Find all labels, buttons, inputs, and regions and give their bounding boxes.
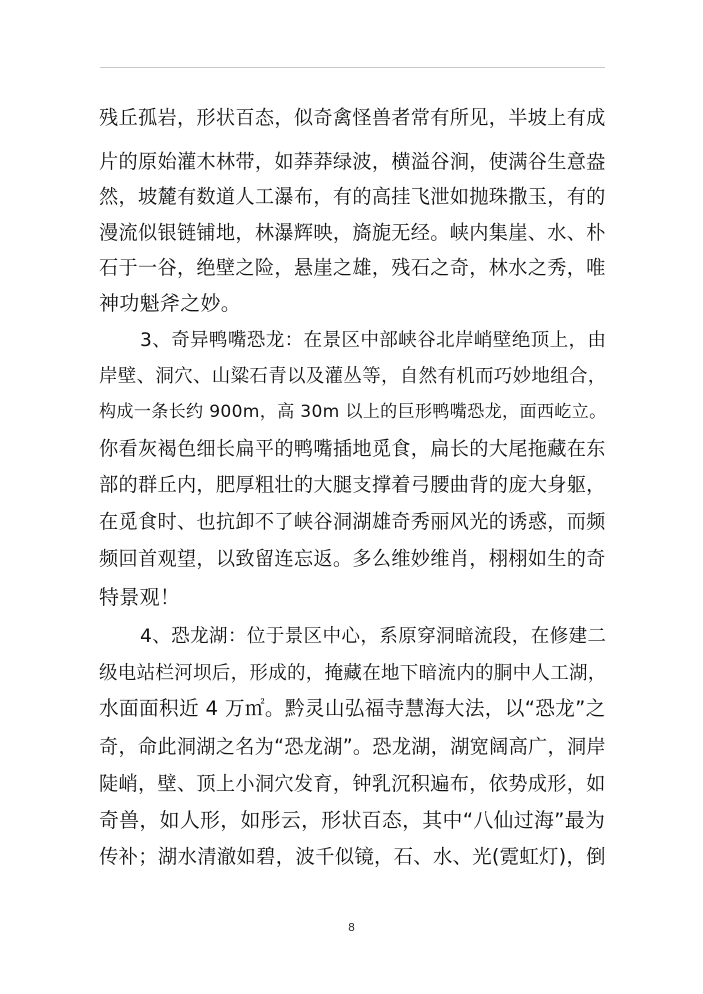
text-line: 级电站栏河坝后，形成的，掩藏在地下暗流内的胴中人工湖， [99,663,607,684]
header-rule [100,67,605,68]
text-line: 陡峭，壁、顶上小洞穴发育，钟乳沉积遍布，依势成形，如 [99,772,606,795]
text-line: 4、恐龙湖：位于景区中心，系原穿洞暗流段，在修建二 [140,626,607,647]
text-line: 特景观！ [99,585,181,609]
text-line: 构成一条长约 900m，高 30m 以上的巨形鸭嘴恐龙，面西屹立。 [99,402,607,422]
text-line: 部的群丘内，肥厚粗壮的大腿支撑着弓腰曲背的庞大身躯， [99,473,606,496]
text-line: 片的原始灌木林带，如莽莽绿波，横溢谷涧，使满谷生意盎 [99,150,606,173]
text-line: 3、奇异鸭嘴恐龙：在景区中部峡谷北岸峭壁绝顶上，由 [140,330,607,351]
page-number: 8 [348,921,355,934]
text-line: 水面面积近 4 万㎡。黔灵山弘福寺慧海大法，以“恐龙”之 [99,697,606,720]
text-line: 在觅食时、也抗卸不了峡谷洞湖雄奇秀丽风光的诱惑，而频 [99,510,606,533]
text-line: 传补；湖水清澈如碧，波千似镜，石、水、光(霓虹灯)，倒 [99,845,606,868]
text-line: 神功魁斧之妙。 [99,291,242,315]
text-line: 然，坡麓有数道人工瀑布，有的高挂飞泄如抛珠撒玉，有的 [99,185,606,208]
text-line: 漫流似银链铺地，林瀑辉映，旖旎无经。峡内集崖、水、朴 [99,221,606,244]
text-line: 岸壁、洞穴、山粱石青以及灌丛等，自然有机而巧妙地组合， [99,366,607,387]
text-line: 你看灰褐色细长扁平的鸭嘴插地觅食，扁长的大尾拖藏在东 [99,437,606,460]
text-line: 石于一谷，绝壁之险，悬崖之雄，残石之奇，林水之秀，唯 [99,256,606,279]
text-line: 奇，命此洞湖之名为“恐龙湖”。恐龙湖，湖宽阔高广，洞岸 [99,735,606,758]
text-line: 频回首观望，以致留连忘返。多么维妙维肖，栩栩如生的奇 [99,547,606,570]
text-line: 残丘孤岩，形状百态，似奇禽怪兽者常有所见，半坡上有成 [99,106,606,129]
text-line: 奇兽，如人形，如彤云，形状百态，其中“八仙过海”最为 [99,809,606,832]
